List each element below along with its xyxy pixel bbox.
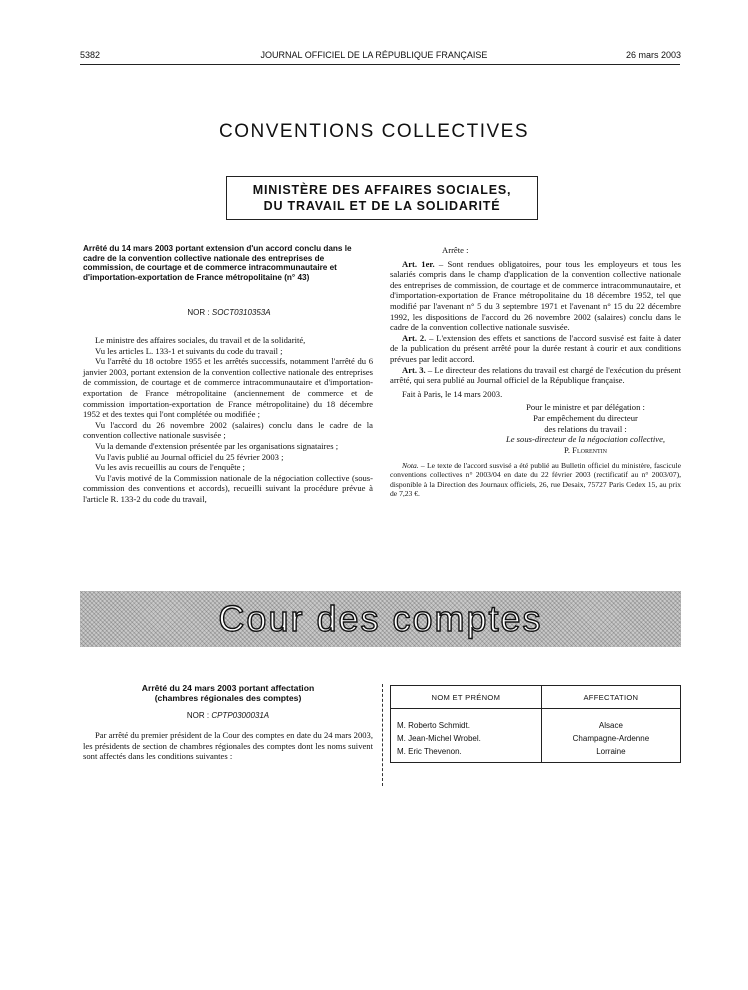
- article-3-text: – Le directeur des relations du travail est chargé de l'exécution du présent arrêté, qui sera publié au Journal officiel de la République française.: [390, 364, 681, 386]
- column-header-name: NOM ET PRÉNOM: [391, 686, 542, 709]
- table-header-row: [391, 686, 681, 709]
- visa-paragraph: Vu les avis recueillis au cours de l'enquête ;: [95, 462, 245, 473]
- signature-line-2: Par empêchement du directeur: [533, 412, 638, 423]
- nor-code: CPTP0300031A: [211, 711, 270, 720]
- article-2-text: – L'extension des effets et sanctions de l'accord susvisé est faite à dater de la publication du présent arrêté pour la durée restant à courir et aux conditions prévues par ledit accord.: [390, 332, 682, 364]
- visa-paragraph: Vu l'accord du 26 novembre 2002 (salaires) conclu dans le cadre de la convention collective nationale susvisée ;: [83, 419, 373, 441]
- arrete-2-title: [83, 683, 373, 703]
- arrete-1-nor: [83, 308, 375, 317]
- visa-paragraph: Vu la demande d'extension présentée par les organisations signataires ;: [95, 440, 339, 451]
- arrete-2-title-line-1: Arrêté du 24 mars 2003 portant affectation: [141, 683, 315, 693]
- table-row: [391, 709, 681, 733]
- affectation-table: [390, 685, 681, 763]
- visa-paragraph: Vu les articles L. 133-1 et suivants du code du travail ;: [95, 345, 283, 356]
- header-rule: [80, 64, 680, 65]
- ministry-line-1: MINISTÈRE DES AFFAIRES SOCIALES,: [252, 183, 512, 197]
- nota: [390, 461, 681, 498]
- article-3: [390, 365, 681, 386]
- arrete-2-title-line-2: (chambres régionales des comptes): [154, 693, 302, 703]
- ministry-box: [226, 176, 538, 220]
- article-3-label: Art. 3.: [402, 364, 426, 375]
- section-title: CONVENTIONS COLLECTIVES: [218, 121, 530, 142]
- column-separator: [382, 684, 383, 786]
- affectation-region: Champagne-Ardenne: [541, 732, 680, 745]
- article-1-text: – Sont rendues obligatoires, pour tous les employeurs et tous les salariés compris dans le champ d'application de la convention collective nationale des entreprises de commission, de courtage et de commerce intracommunautaire, et d'importation-exportation de France métropolitaine du 18 décembre 1952, tel que modifié par l'avenant n° 5 du 3 septembre 1971 et l'avenant n° 15 du 22 décembre 1992, les dispositions de l'accord du 26 novembre 2002 (salaires) conclu dans le cadre de la convention collective nationale susvisée.: [390, 258, 682, 333]
- visa-paragraph: Vu l'avis publié au Journal officiel du 25 février 2003 ;: [95, 451, 284, 462]
- journal-title: JOURNAL OFFICIEL DE LA RÉPUBLIQUE FRANÇAISE: [260, 50, 488, 60]
- banner-title: Cour des comptes: [218, 598, 543, 639]
- nor-code: SOCT0310353A: [211, 308, 271, 317]
- nor-label: NOR :: [186, 711, 210, 720]
- table-row: [391, 745, 681, 763]
- nota-label: Nota.: [402, 461, 419, 471]
- arrete-1-title: Arrêté du 14 mars 2003 portant extension d'un accord conclu dans le cadre de la convention collective nationale des entreprises de commission, de courtage et de commerce intracommunautaire et d'importation-exportation de France métropolitaine (n° 43): [83, 244, 352, 282]
- article-1: [390, 259, 681, 333]
- article-2: [390, 333, 681, 365]
- table-row: [391, 732, 681, 745]
- fait-line: Fait à Paris, le 14 mars 2003.: [402, 388, 503, 399]
- arrete-label: Arrête :: [442, 245, 469, 255]
- ministry-line-2: DU TRAVAIL ET DE LA SOLIDARITÉ: [263, 199, 501, 213]
- column-header-affectation: AFFECTATION: [541, 686, 680, 709]
- article-1-label: Art. 1er.: [402, 258, 435, 269]
- signature-line-1: Pour le ministre et par délégation :: [526, 402, 645, 413]
- arrete-2-paragraph: Par arrêté du premier président de la Cour des comptes en date du 24 mars 2003, les présidents de section de chambres régionales des comptes dont les noms suivent sont affectés dans les conditions suivantes :: [83, 730, 373, 762]
- signatory-name: P. Florentin: [564, 444, 607, 455]
- person-name: M. Roberto Schmidt.: [391, 709, 542, 733]
- visa-paragraph: Le ministre des affaires sociales, du travail et de la solidarité,: [95, 335, 306, 345]
- signature-block: [390, 402, 681, 455]
- signature-line-3: des relations du travail :: [544, 423, 627, 434]
- nor-label: NOR :: [187, 308, 210, 317]
- arrete-1-dispositif: [390, 245, 681, 498]
- signature-line-4: Le sous-directeur de la négociation collective,: [505, 434, 666, 445]
- arrete-1-visas: [83, 335, 373, 505]
- page-number: 5382: [80, 50, 101, 60]
- arrete-2-body: [83, 730, 373, 762]
- person-name: M. Jean-Michel Wrobel.: [391, 732, 542, 745]
- article-2-label: Art. 2.: [402, 332, 427, 343]
- nota-text: – Le texte de l'accord susvisé a été publié au Bulletin officiel du ministère, fascicule conventions collectives n° 2003/04 en date du 22 février 2003 (rectificatif au n° 2003/07), disponible à la Direction des Journaux officiels, 26, rue Desaix, 75727 Paris Cedex 15, au prix de 7,23 €.: [390, 461, 681, 498]
- person-name: M. Eric Thevenon.: [391, 745, 542, 763]
- visa-paragraph: Vu l'arrêté du 18 octobre 1955 et les arrêtés successifs, notamment l'arrêté du 6 janvier 2003, portant extension de la convention collective nationale des entreprises de commission, de courtage et de commerce intracommunautaire et d'importation-exportation de France métropolitaine (anciennement de commerce et de commission importation-exportation de France métropolitaine) du 18 décembre 1952 et des textes qui l'ont complétée ou modifiée ;: [83, 356, 373, 420]
- cour-des-comptes-banner: [80, 591, 681, 647]
- affectation-region: Alsace: [541, 709, 680, 733]
- affectation-region: Lorraine: [541, 745, 680, 763]
- issue-date: 26 mars 2003: [625, 50, 681, 60]
- arrete-2-nor: [83, 711, 373, 720]
- visa-paragraph: Vu l'avis motivé de la Commission nationale de la négociation collective (sous-commission des conventions et accords), recueilli suivant la procédure prévue à l'article R. 133-2 du code du travail,: [83, 472, 373, 504]
